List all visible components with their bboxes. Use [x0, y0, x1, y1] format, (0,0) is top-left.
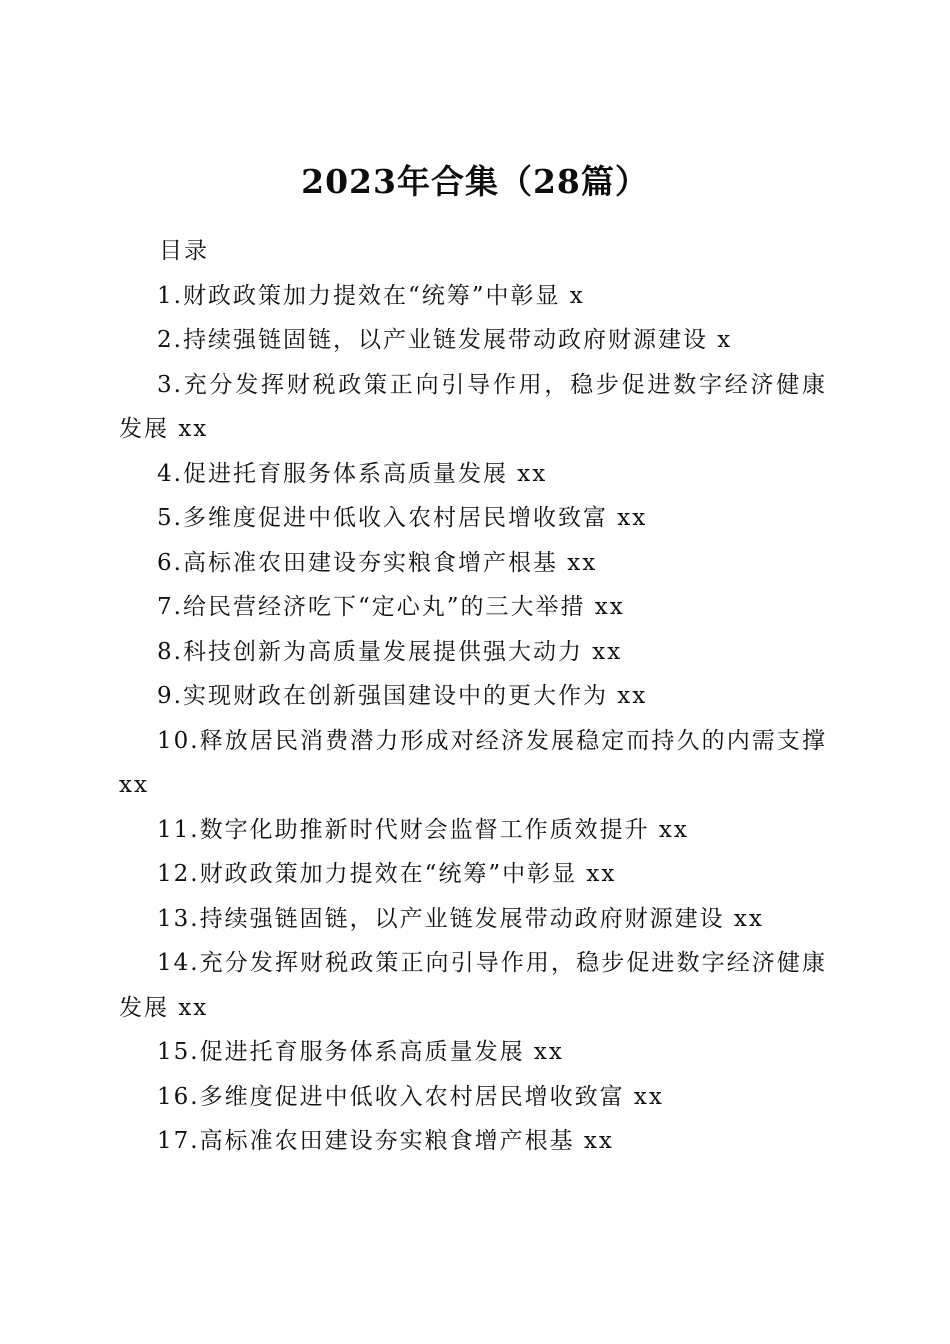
toc-entry-page: xx: [617, 683, 648, 709]
toc-entry-number: 15.: [157, 1039, 200, 1065]
toc-entry-title: 多维度促进中低收入农村居民增收致富: [199, 1083, 625, 1110]
toc-entry-number: 8.: [157, 638, 183, 665]
toc-entry-number: 11.: [157, 816, 200, 843]
toc-entry[interactable]: [119, 941, 827, 1030]
toc-entry-page: xx: [586, 861, 617, 887]
toc-entry[interactable]: [119, 496, 827, 541]
toc-entry-title: 给民营经济吃下“定心丸”的三大举措: [182, 594, 586, 620]
toc-entry-title: 促进托育服务体系高质量发展: [199, 1039, 525, 1065]
toc-entry-page: xx: [533, 1039, 564, 1065]
toc-entry[interactable]: [119, 585, 827, 630]
table-of-contents: [119, 229, 827, 1164]
toc-entry-title: 财政政策加力提效在“统筹”中彰显: [182, 282, 561, 309]
toc-entry[interactable]: [119, 452, 827, 497]
toc-entry-page: xx: [733, 905, 764, 932]
toc-entry[interactable]: [119, 363, 827, 452]
toc-entry-title: 实现财政在创新强国建设中的更大作为: [182, 683, 608, 709]
toc-entry-number: 5.: [157, 505, 183, 531]
toc-entry-number: 3.: [157, 371, 183, 398]
toc-entry-title: 科技创新为高质量发展提供强大动力: [182, 638, 583, 665]
toc-entry-number: 13.: [157, 905, 200, 932]
toc-entry-number: 7.: [157, 594, 183, 620]
document-title: 2023年合集（28篇）: [301, 162, 649, 202]
toc-entry-title: 持续强链固链，以产业链发展带动政府财源建设: [199, 905, 725, 932]
toc-entry[interactable]: [119, 808, 827, 853]
toc-entry-page: xx: [567, 549, 598, 576]
toc-entry-number: 17.: [157, 1128, 200, 1154]
toc-entry-page: xx: [617, 505, 648, 531]
toc-entry-number: 9.: [157, 683, 183, 709]
toc-entry-title: 充分发挥财税政策正向引导作用，稳步促进数字经济健康发展: [119, 950, 827, 1021]
toc-entry-title: 多维度促进中低收入农村居民增收致富: [182, 505, 608, 531]
toc-entry-number: 12.: [157, 861, 200, 887]
toc-entry-title: 高标准农田建设夯实粮食增产根基: [182, 549, 558, 576]
toc-entry-page: xx: [583, 1128, 614, 1154]
toc-entry-number: 10.: [157, 727, 200, 754]
toc-entry-number: 14.: [157, 950, 200, 976]
toc-entry[interactable]: [119, 897, 827, 942]
toc-entry-page: x: [569, 282, 585, 309]
toc-entry[interactable]: [119, 318, 827, 363]
toc-entry-title: 促进托育服务体系高质量发展: [182, 460, 508, 487]
toc-entry-page: x: [717, 327, 733, 353]
toc-entry[interactable]: [119, 674, 827, 719]
toc-entry-title: 持续强链固链，以产业链发展带动政府财源建设: [182, 327, 708, 353]
toc-entry[interactable]: [119, 852, 827, 897]
toc-entry-page: xx: [119, 772, 149, 798]
toc-entry[interactable]: [119, 1030, 827, 1075]
toc-entry-page: xx: [658, 816, 689, 843]
toc-entry[interactable]: [119, 630, 827, 675]
toc-entry-number: 16.: [157, 1083, 200, 1110]
toc-entry-page: xx: [633, 1083, 664, 1110]
toc-entry-title: 数字化助推新时代财会监督工作质效提升: [199, 816, 650, 843]
toc-entry-number: 4.: [157, 460, 183, 487]
toc-entry-number: 2.: [157, 327, 183, 353]
toc-entry-title: 充分发挥财税政策正向引导作用，稳步促进数字经济健康发展: [119, 371, 827, 442]
toc-entry-title: 高标准农田建设夯实粮食增产根基: [199, 1128, 575, 1154]
toc-list: [119, 274, 827, 1164]
toc-entry-title: 释放居民消费潜力形成对经济发展稳定而持久的内需支撑: [199, 727, 827, 754]
toc-entry-page: xx: [592, 638, 623, 665]
toc-entry-number: 1.: [157, 282, 183, 309]
toc-entry-page: xx: [178, 416, 209, 442]
toc-heading: 目录: [159, 238, 209, 264]
toc-entry[interactable]: [119, 1119, 827, 1164]
toc-entry[interactable]: [119, 541, 827, 586]
toc-entry-page: xx: [517, 460, 548, 487]
toc-entry-page: xx: [594, 594, 625, 620]
toc-entry-page: xx: [178, 994, 209, 1021]
toc-entry[interactable]: [119, 719, 827, 808]
toc-entry[interactable]: [119, 1075, 827, 1120]
toc-entry-title: 财政政策加力提效在“统筹”中彰显: [199, 861, 578, 887]
toc-entry[interactable]: [119, 274, 827, 319]
toc-entry-number: 6.: [157, 549, 183, 576]
